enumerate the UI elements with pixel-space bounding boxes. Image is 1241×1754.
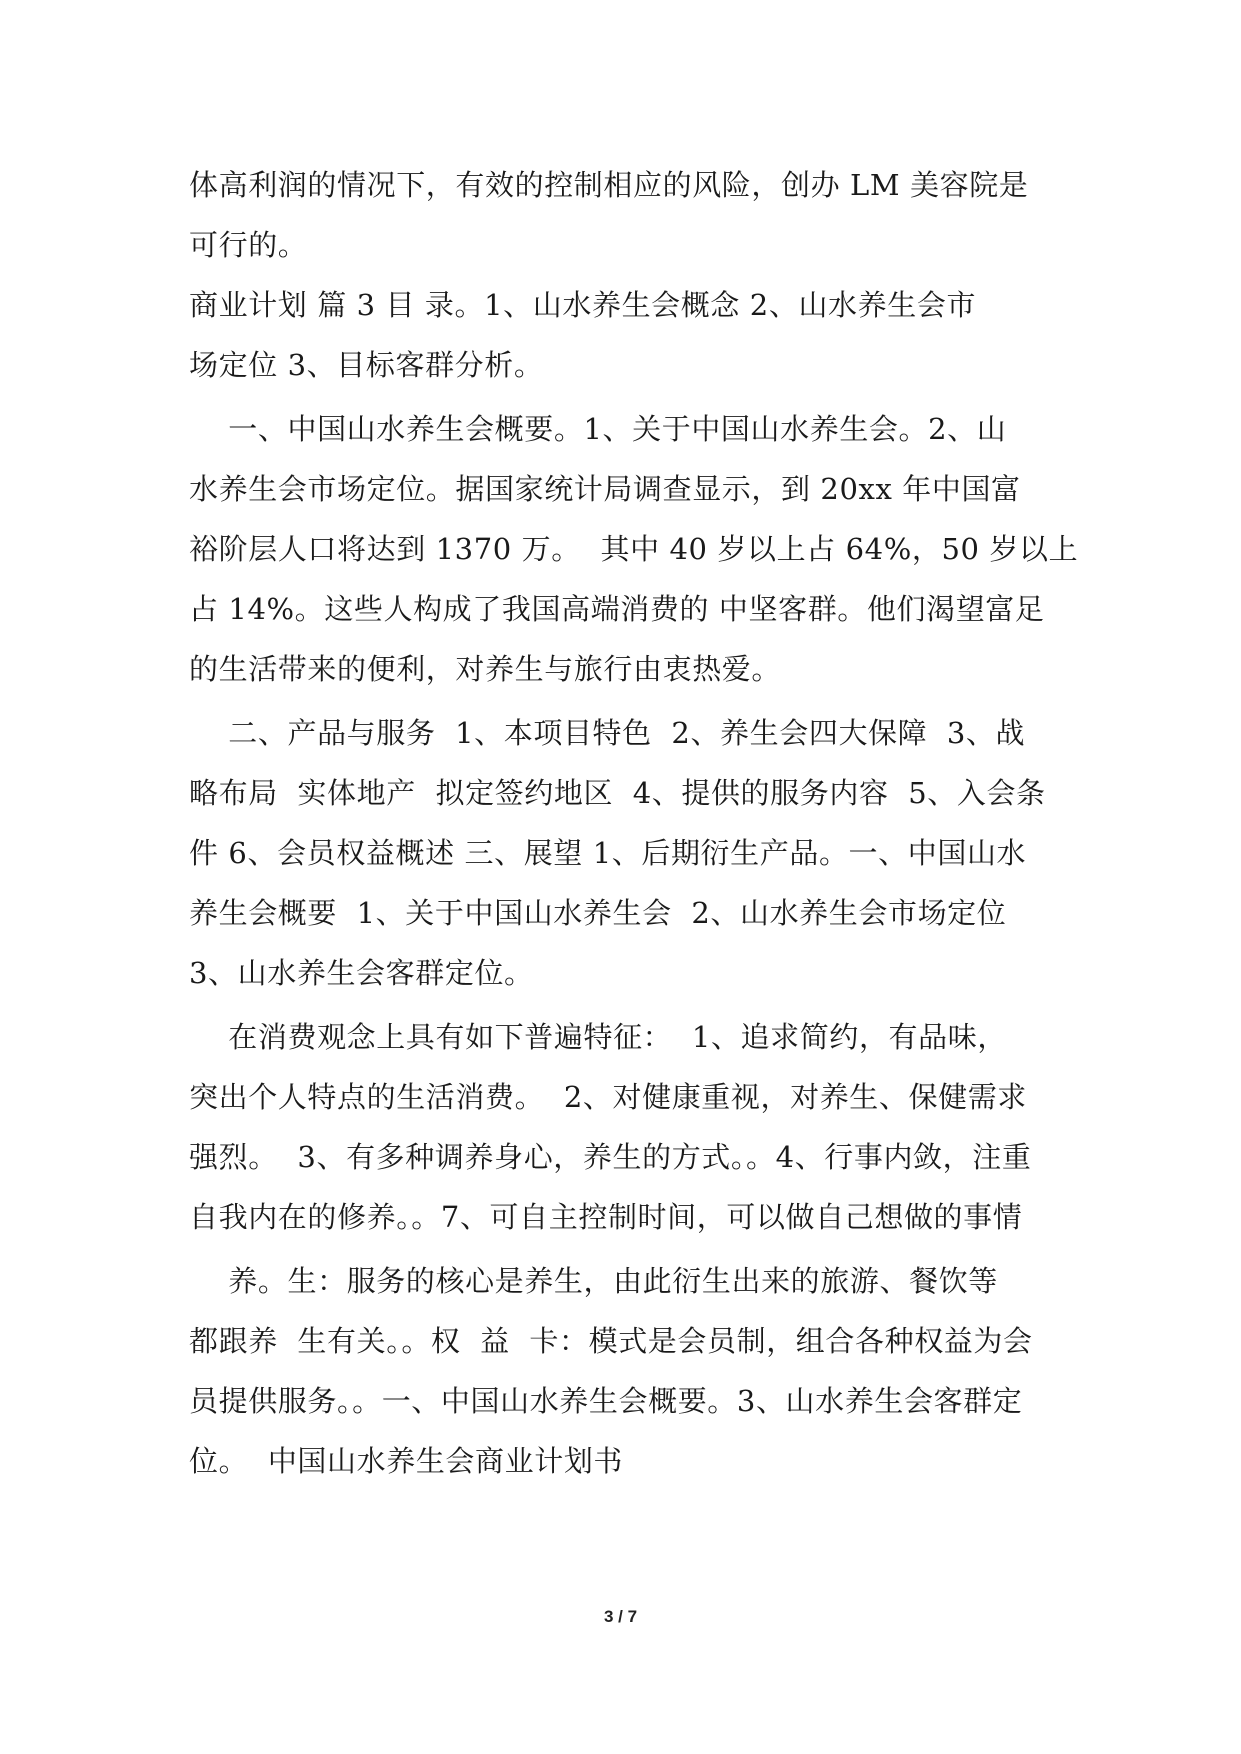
text-line: 件 6、会员权益概述 三、展望 1、后期衍生产品。一、中国山水 — [189, 836, 1027, 870]
text-line: 突出个人特点的生活消费。 2、对健康重视，对养生、保健需求 — [189, 1080, 1027, 1114]
text-line: 占 14%。这些人构成了我国高端消费的 中坚客群。他们渴望富足 — [189, 592, 1045, 626]
text-line: 在消费观念上具有如下普遍特征： 1、追求简约，有品味， — [189, 1020, 1007, 1054]
text-line: 位。 中国山水养生会商业计划书 — [189, 1444, 624, 1478]
text-line: 裕阶层人口将达到 1370 万。 其中 40 岁以上占 64%，50 岁以上 — [189, 532, 1079, 566]
text-line: 都跟养 生有关。。权 益 卡：模式是会员制，组合各种权益为会 — [189, 1324, 1033, 1358]
text-line: 自我内在的修养。。7、可自主控制时间，可以做自己想做的事情 — [189, 1200, 1023, 1234]
text-line: 养生会概要 1、关于中国山水养生会 2、山水养生会市场定位 — [189, 896, 1007, 930]
text-line: 商业计划 篇 3 目 录。1、山水养生会概念 2、山水养生会市 — [189, 288, 977, 322]
text-line: 3、山水养生会客群定位。 — [189, 956, 534, 990]
text-line: 二、产品与服务 1、本项目特色 2、养生会四大保障 3、战 — [189, 716, 1026, 750]
text-line: 员提供服务。。一、中国山水养生会概要。3、山水养生会客群定 — [189, 1384, 1023, 1418]
text-line: 一、中国山水养生会概要。1、关于中国山水养生会。2、山 — [189, 412, 1007, 446]
text-line: 略布局 实体地产 拟定签约地区 4、提供的服务内容 5、入会条 — [189, 776, 1046, 810]
text-line: 强烈。 3、有多种调养身心，养生的方式。。4、行事内敛，注重 — [189, 1140, 1032, 1174]
page-number: 3 / 7 — [603, 1607, 638, 1626]
text-line: 可行的。 — [189, 228, 308, 262]
text-line: 场定位 3、目标客群分析。 — [189, 348, 544, 382]
body-text — [189, 155, 1079, 1491]
text-line: 的生活带来的便利，对养生与旅行由衷热爱。 — [189, 652, 782, 686]
text-line: 水养生会市场定位。据国家统计局调查显示，到 20xx 年中国富 — [189, 472, 1021, 506]
text-line: 体高利润的情况下，有效的控制相应的风险，创办 LM 美容院是 — [189, 168, 1029, 202]
text-line: 养。生：服务的核心是养生，由此衍生出来的旅游、餐饮等 — [189, 1264, 998, 1298]
